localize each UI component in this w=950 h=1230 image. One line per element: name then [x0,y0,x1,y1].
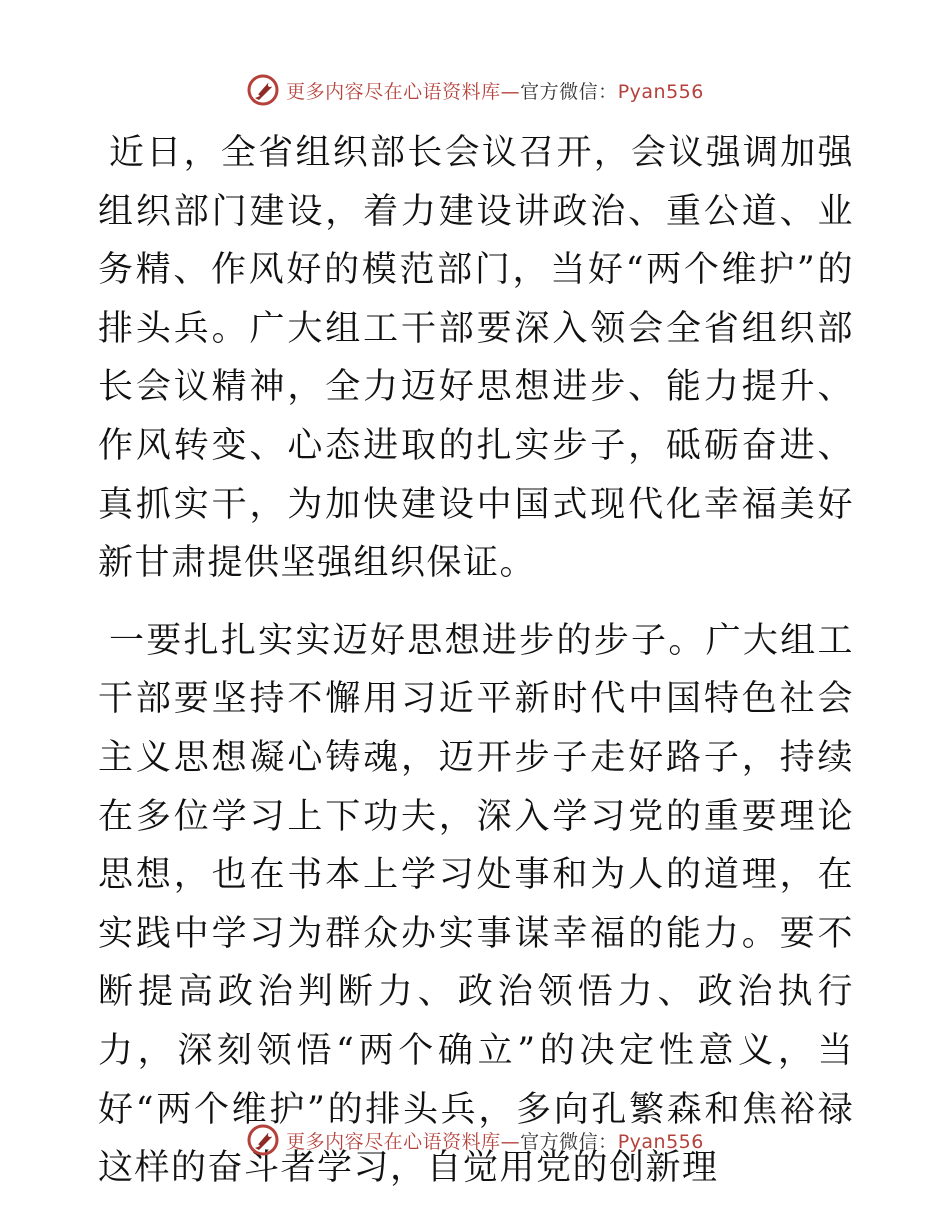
header-banner-text [286,77,704,104]
document-body [98,124,854,1198]
body-paragraph-1: 近日，全省组织部长会议召开，会议强调加强组织部门建设，着力建设讲政治、重公道、业务精、作风好的模范部门，当好“两个维护”的排头兵。广大组工干部要深入领会全省组织部长会议精神，全力迈好思想进步、能力提升、作风转变、心态进取的扎实步子，砥砺奋进、真抓实干，为加快建设中国式现代化幸福美好新甘肃提供坚强组织保证。 [98,133,854,584]
header-site-text: 更多内容尽在心语资料库 [286,80,501,103]
pen-nib-logo-icon [246,1123,280,1157]
footer-separator: — [500,1130,521,1153]
footer-banner-text [286,1127,704,1154]
header-wechat-id: Pyan556 [617,80,704,103]
header-wechat-label: 官方微信： [520,80,618,103]
header-separator: — [500,80,521,103]
footer-wechat-label: 官方微信： [520,1130,618,1153]
header-banner [0,70,950,110]
pen-nib-logo-icon [246,73,280,107]
footer-wechat-id: Pyan556 [617,1130,704,1153]
footer-banner [0,1120,950,1160]
body-paragraph-2: 一要扎扎实实迈好思想进步的步子。广大组工干部要坚持不懈用习近平新时代中国特色社会主义思想凝心铸魂，迈开步子走好路子，持续在多位学习上下功夫，深入学习党的重要理论思想，也在书本上学习处事和为人的道理，在实践中学习为群众办实事谋幸福的能力。要不断提高政治判断力、政治领悟力、政治执行力，深刻领悟“两个确立”的决定性意义，当好“两个维护”的排头兵，多向孔繁森和焦裕禄这样的奋斗者学习，自觉用党的创新理 [98,620,854,1189]
footer-site-text: 更多内容尽在心语资料库 [286,1130,501,1153]
